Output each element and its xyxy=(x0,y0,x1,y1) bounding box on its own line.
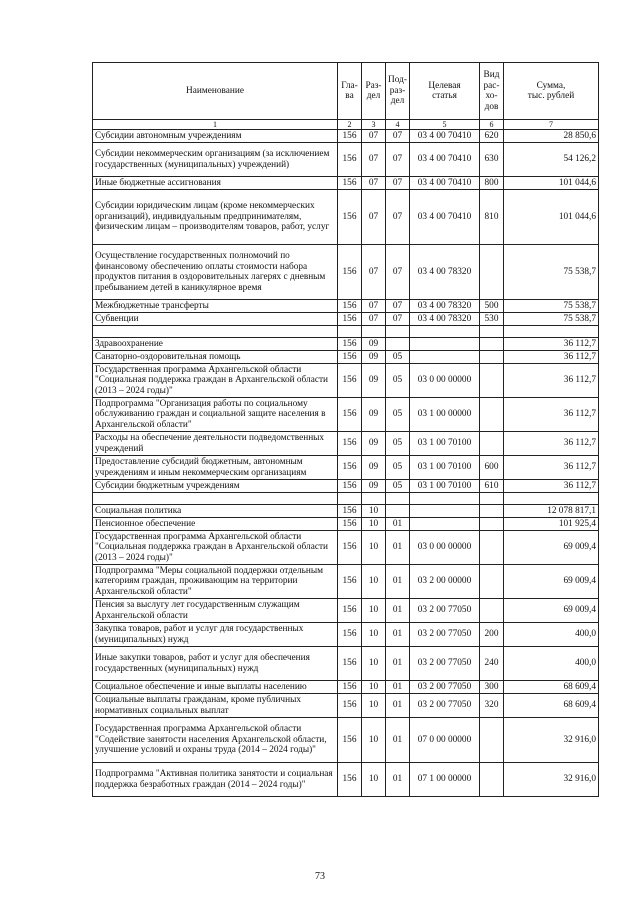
row-exptype-cell: 530 xyxy=(480,313,504,326)
table-row xyxy=(93,647,599,681)
table-row xyxy=(93,505,599,518)
row-exptype-cell: 800 xyxy=(480,177,504,190)
row-section-cell: 07 xyxy=(362,300,386,313)
row-exptype-cell: 610 xyxy=(480,480,504,493)
header-target: Целевая статья xyxy=(410,63,480,120)
empty-cell xyxy=(93,326,338,338)
row-section-cell: 07 xyxy=(362,143,386,177)
row-target-cell: 03 4 00 78320 xyxy=(410,313,480,326)
table-row xyxy=(93,143,599,177)
column-numbers-row xyxy=(93,120,599,130)
row-name-cell: Социальное обеспечение и иные выплаты населению xyxy=(93,681,338,694)
row-section-cell: 07 xyxy=(362,313,386,326)
row-target-cell: 03 2 00 00000 xyxy=(410,565,480,599)
row-target-cell xyxy=(410,505,480,518)
row-target-cell: 03 4 00 70410 xyxy=(410,177,480,190)
row-exptype-cell: 240 xyxy=(480,647,504,681)
row-subsection-cell: 05 xyxy=(386,351,410,364)
row-target-cell: 03 4 00 70410 xyxy=(410,143,480,177)
row-sum-cell: 36 112,7 xyxy=(504,456,599,480)
table-header-row xyxy=(93,63,599,120)
row-section-cell: 10 xyxy=(362,531,386,565)
column-number: 7 xyxy=(504,120,599,130)
row-chapter-cell: 156 xyxy=(338,338,362,351)
row-name-cell: Расходы на обеспечение деятельности подведомственных учреждений xyxy=(93,432,338,456)
row-sum-cell: 69 009,4 xyxy=(504,531,599,565)
row-sum-cell: 36 112,7 xyxy=(504,432,599,456)
empty-cell xyxy=(362,493,386,505)
row-chapter-cell: 156 xyxy=(338,718,362,763)
row-sum-cell: 36 112,7 xyxy=(504,351,599,364)
row-sum-cell: 32 916,0 xyxy=(504,763,599,797)
empty-cell xyxy=(338,493,362,505)
row-subsection-cell: 01 xyxy=(386,647,410,681)
row-subsection-cell: 01 xyxy=(386,531,410,565)
row-target-cell: 03 4 00 78320 xyxy=(410,245,480,300)
row-section-cell: 10 xyxy=(362,505,386,518)
page-number: 73 xyxy=(315,871,325,882)
row-section-cell: 09 xyxy=(362,480,386,493)
row-subsection-cell: 07 xyxy=(386,190,410,245)
row-exptype-cell xyxy=(480,364,504,398)
table-body xyxy=(93,130,599,797)
spacer-row xyxy=(93,493,599,505)
row-target-cell: 03 2 00 77050 xyxy=(410,694,480,718)
row-section-cell: 09 xyxy=(362,364,386,398)
row-name-cell: Субсидии бюджетным учреждениям xyxy=(93,480,338,493)
empty-cell xyxy=(410,493,480,505)
row-subsection-cell: 01 xyxy=(386,763,410,797)
row-exptype-cell xyxy=(480,432,504,456)
row-exptype-cell xyxy=(480,351,504,364)
row-name-cell: Подпрограмма "Меры социальной поддержки отдельным категориям граждан, проживающим на территории Архангельской области" xyxy=(93,565,338,599)
row-section-cell: 07 xyxy=(362,130,386,143)
table-row xyxy=(93,599,599,623)
row-target-cell: 03 4 00 78320 xyxy=(410,300,480,313)
row-subsection-cell: 07 xyxy=(386,130,410,143)
row-chapter-cell: 156 xyxy=(338,130,362,143)
column-number: 5 xyxy=(410,120,480,130)
row-subsection-cell: 01 xyxy=(386,623,410,647)
row-name-cell: Подпрограмма "Организация работы по социальному обслуживанию граждан и социальной защите населения в Архангельской области" xyxy=(93,398,338,432)
empty-cell xyxy=(362,326,386,338)
row-chapter-cell: 156 xyxy=(338,143,362,177)
row-name-cell: Государственная программа Архангельской области "Социальная поддержка граждан в Архангельской области (2013 – 2024 годы)" xyxy=(93,364,338,398)
table-row xyxy=(93,681,599,694)
table-row xyxy=(93,177,599,190)
row-sum-cell: 400,0 xyxy=(504,623,599,647)
row-exptype-cell: 600 xyxy=(480,456,504,480)
table-row xyxy=(93,130,599,143)
row-sum-cell: 69 009,4 xyxy=(504,599,599,623)
row-subsection-cell: 07 xyxy=(386,177,410,190)
table-row xyxy=(93,190,599,245)
table-row xyxy=(93,565,599,599)
row-name-cell: Социальные выплаты гражданам, кроме публичных нормативных социальных выплат xyxy=(93,694,338,718)
row-sum-cell: 101 925,4 xyxy=(504,518,599,531)
row-subsection-cell: 07 xyxy=(386,143,410,177)
row-name-cell: Субсидии юридическим лицам (кроме некоммерческих организаций), индивидуальным предпринимателям, физическим лицам – производителям товаров, работ, услуг xyxy=(93,190,338,245)
row-subsection-cell: 07 xyxy=(386,300,410,313)
row-section-cell: 10 xyxy=(362,518,386,531)
column-number: 2 xyxy=(338,120,362,130)
row-exptype-cell xyxy=(480,718,504,763)
empty-cell xyxy=(410,326,480,338)
table-row xyxy=(93,763,599,797)
row-subsection-cell: 05 xyxy=(386,364,410,398)
row-exptype-cell xyxy=(480,245,504,300)
row-chapter-cell: 156 xyxy=(338,364,362,398)
row-sum-cell: 32 916,0 xyxy=(504,718,599,763)
column-number: 1 xyxy=(93,120,338,130)
row-target-cell: 03 0 00 00000 xyxy=(410,364,480,398)
empty-cell xyxy=(338,326,362,338)
row-exptype-cell xyxy=(480,599,504,623)
row-target-cell: 03 2 00 77050 xyxy=(410,599,480,623)
row-target-cell: 03 4 00 70410 xyxy=(410,130,480,143)
row-section-cell: 07 xyxy=(362,177,386,190)
row-subsection-cell: 05 xyxy=(386,432,410,456)
row-chapter-cell: 156 xyxy=(338,351,362,364)
row-chapter-cell: 156 xyxy=(338,190,362,245)
row-section-cell: 10 xyxy=(362,647,386,681)
column-number: 6 xyxy=(480,120,504,130)
table-row xyxy=(93,351,599,364)
row-exptype-cell xyxy=(480,763,504,797)
row-section-cell: 07 xyxy=(362,245,386,300)
budget-table xyxy=(92,62,599,797)
row-sum-cell: 75 538,7 xyxy=(504,313,599,326)
row-chapter-cell: 156 xyxy=(338,177,362,190)
row-sum-cell: 36 112,7 xyxy=(504,338,599,351)
row-exptype-cell: 300 xyxy=(480,681,504,694)
row-sum-cell: 75 538,7 xyxy=(504,300,599,313)
row-chapter-cell: 156 xyxy=(338,480,362,493)
table-row xyxy=(93,623,599,647)
row-name-cell: Субвенции xyxy=(93,313,338,326)
row-sum-cell: 68 609,4 xyxy=(504,694,599,718)
empty-cell xyxy=(480,326,504,338)
table-row xyxy=(93,531,599,565)
document-page xyxy=(92,62,598,797)
row-name-cell: Государственная программа Архангельской области "Социальная поддержка граждан в Архангельской области (2013 – 2024 годы)" xyxy=(93,531,338,565)
row-section-cell: 09 xyxy=(362,432,386,456)
row-subsection-cell: 01 xyxy=(386,694,410,718)
header-chapter: Гла- ва xyxy=(338,63,362,120)
row-exptype-cell xyxy=(480,398,504,432)
row-chapter-cell: 156 xyxy=(338,647,362,681)
row-name-cell: Субсидии автономным учреждениям xyxy=(93,130,338,143)
row-exptype-cell xyxy=(480,565,504,599)
empty-cell xyxy=(504,326,599,338)
row-chapter-cell: 156 xyxy=(338,694,362,718)
empty-cell xyxy=(386,326,410,338)
header-section: Раз- дел xyxy=(362,63,386,120)
row-exptype-cell: 810 xyxy=(480,190,504,245)
row-exptype-cell xyxy=(480,338,504,351)
row-name-cell: Санаторно-оздоровительная помощь xyxy=(93,351,338,364)
table-row xyxy=(93,518,599,531)
table-row xyxy=(93,432,599,456)
row-chapter-cell: 156 xyxy=(338,565,362,599)
row-name-cell: Социальная политика xyxy=(93,505,338,518)
empty-cell xyxy=(386,493,410,505)
row-subsection-cell: 07 xyxy=(386,245,410,300)
row-section-cell: 10 xyxy=(362,623,386,647)
row-chapter-cell: 156 xyxy=(338,313,362,326)
header-sum: Сумма, тыс. рублей xyxy=(504,63,599,120)
empty-cell xyxy=(93,493,338,505)
row-target-cell: 03 4 00 70410 xyxy=(410,190,480,245)
row-sum-cell: 68 609,4 xyxy=(504,681,599,694)
row-name-cell: Осуществление государственных полномочий по финансовому обеспечению оплаты стоимости набора продуктов питания в оздоровительных лагерях с дневным пребыванием детей в каникулярное время xyxy=(93,245,338,300)
row-exptype-cell: 500 xyxy=(480,300,504,313)
column-number: 3 xyxy=(362,120,386,130)
row-name-cell: Иные бюджетные ассигнования xyxy=(93,177,338,190)
header-name: Наименование xyxy=(93,63,338,120)
row-name-cell: Государственная программа Архангельской области "Содействие занятости населения Архангельской области, улучшение условий и охраны труда (2014 – 2024 годы)" xyxy=(93,718,338,763)
header-subsection: Под- раз- дел xyxy=(386,63,410,120)
row-sum-cell: 101 044,6 xyxy=(504,190,599,245)
row-name-cell: Здравоохранение xyxy=(93,338,338,351)
row-target-cell: 03 2 00 77050 xyxy=(410,623,480,647)
row-target-cell: 03 1 00 70100 xyxy=(410,432,480,456)
row-name-cell: Субсидии некоммерческим организациям (за исключением государственных (муниципальных) учреждений) xyxy=(93,143,338,177)
row-chapter-cell: 156 xyxy=(338,763,362,797)
row-target-cell: 03 0 00 00000 xyxy=(410,531,480,565)
table-row xyxy=(93,300,599,313)
row-chapter-cell: 156 xyxy=(338,456,362,480)
row-name-cell: Иные закупки товаров, работ и услуг для обеспечения государственных (муниципальных) нужд xyxy=(93,647,338,681)
row-exptype-cell xyxy=(480,505,504,518)
row-subsection-cell xyxy=(386,338,410,351)
row-section-cell: 09 xyxy=(362,351,386,364)
table-row xyxy=(93,398,599,432)
row-name-cell: Закупка товаров, работ и услуг для государственных (муниципальных) нужд xyxy=(93,623,338,647)
row-section-cell: 10 xyxy=(362,763,386,797)
row-sum-cell: 36 112,7 xyxy=(504,480,599,493)
row-section-cell: 09 xyxy=(362,338,386,351)
row-exptype-cell: 200 xyxy=(480,623,504,647)
row-target-cell: 03 2 00 77050 xyxy=(410,681,480,694)
row-section-cell: 09 xyxy=(362,398,386,432)
row-target-cell: 07 0 00 00000 xyxy=(410,718,480,763)
row-target-cell xyxy=(410,338,480,351)
row-name-cell: Межбюджетные трансферты xyxy=(93,300,338,313)
row-subsection-cell: 01 xyxy=(386,599,410,623)
row-sum-cell: 36 112,7 xyxy=(504,364,599,398)
row-target-cell: 03 2 00 77050 xyxy=(410,647,480,681)
row-target-cell xyxy=(410,518,480,531)
row-chapter-cell: 156 xyxy=(338,623,362,647)
row-subsection-cell: 05 xyxy=(386,398,410,432)
table-row xyxy=(93,313,599,326)
row-section-cell: 07 xyxy=(362,190,386,245)
row-section-cell: 10 xyxy=(362,694,386,718)
row-sum-cell: 12 078 817,1 xyxy=(504,505,599,518)
row-sum-cell: 101 044,6 xyxy=(504,177,599,190)
row-name-cell: Подпрограмма "Активная политика занятости и социальная поддержка безработных граждан (2014 – 2024 годы)" xyxy=(93,763,338,797)
row-subsection-cell: 01 xyxy=(386,681,410,694)
row-name-cell: Предоставление субсидий бюджетным, автономным учреждениям и иным некоммерческим организациям xyxy=(93,456,338,480)
table-row xyxy=(93,338,599,351)
row-target-cell: 03 1 00 70100 xyxy=(410,456,480,480)
row-chapter-cell: 156 xyxy=(338,505,362,518)
empty-cell xyxy=(480,493,504,505)
table-row xyxy=(93,694,599,718)
row-subsection-cell: 01 xyxy=(386,565,410,599)
table-row xyxy=(93,245,599,300)
row-section-cell: 09 xyxy=(362,456,386,480)
row-exptype-cell: 620 xyxy=(480,130,504,143)
row-sum-cell: 28 850,6 xyxy=(504,130,599,143)
empty-cell xyxy=(504,493,599,505)
row-subsection-cell: 01 xyxy=(386,518,410,531)
row-section-cell: 10 xyxy=(362,565,386,599)
spacer-row xyxy=(93,326,599,338)
header-exptype: Вид рас- хо- дов xyxy=(480,63,504,120)
row-section-cell: 10 xyxy=(362,681,386,694)
row-chapter-cell: 156 xyxy=(338,245,362,300)
row-sum-cell: 36 112,7 xyxy=(504,398,599,432)
table-row xyxy=(93,480,599,493)
row-chapter-cell: 156 xyxy=(338,300,362,313)
table-row xyxy=(93,456,599,480)
row-sum-cell: 75 538,7 xyxy=(504,245,599,300)
row-chapter-cell: 156 xyxy=(338,432,362,456)
row-section-cell: 10 xyxy=(362,599,386,623)
row-subsection-cell: 05 xyxy=(386,480,410,493)
column-number: 4 xyxy=(386,120,410,130)
table-row xyxy=(93,364,599,398)
row-chapter-cell: 156 xyxy=(338,531,362,565)
row-target-cell xyxy=(410,351,480,364)
row-target-cell: 03 1 00 70100 xyxy=(410,480,480,493)
row-exptype-cell xyxy=(480,518,504,531)
row-subsection-cell: 05 xyxy=(386,456,410,480)
row-chapter-cell: 156 xyxy=(338,518,362,531)
row-chapter-cell: 156 xyxy=(338,599,362,623)
row-subsection-cell: 07 xyxy=(386,313,410,326)
row-subsection-cell xyxy=(386,505,410,518)
row-exptype-cell: 320 xyxy=(480,694,504,718)
row-section-cell: 10 xyxy=(362,718,386,763)
row-chapter-cell: 156 xyxy=(338,398,362,432)
row-name-cell: Пенсионное обеспечение xyxy=(93,518,338,531)
row-subsection-cell: 01 xyxy=(386,718,410,763)
row-chapter-cell: 156 xyxy=(338,681,362,694)
row-target-cell: 03 1 00 00000 xyxy=(410,398,480,432)
row-sum-cell: 400,0 xyxy=(504,647,599,681)
row-name-cell: Пенсия за выслугу лет государственным служащим Архангельской области xyxy=(93,599,338,623)
row-sum-cell: 54 126,2 xyxy=(504,143,599,177)
row-exptype-cell: 630 xyxy=(480,143,504,177)
table-row xyxy=(93,718,599,763)
row-sum-cell: 69 009,4 xyxy=(504,565,599,599)
row-target-cell: 07 1 00 00000 xyxy=(410,763,480,797)
row-exptype-cell xyxy=(480,531,504,565)
